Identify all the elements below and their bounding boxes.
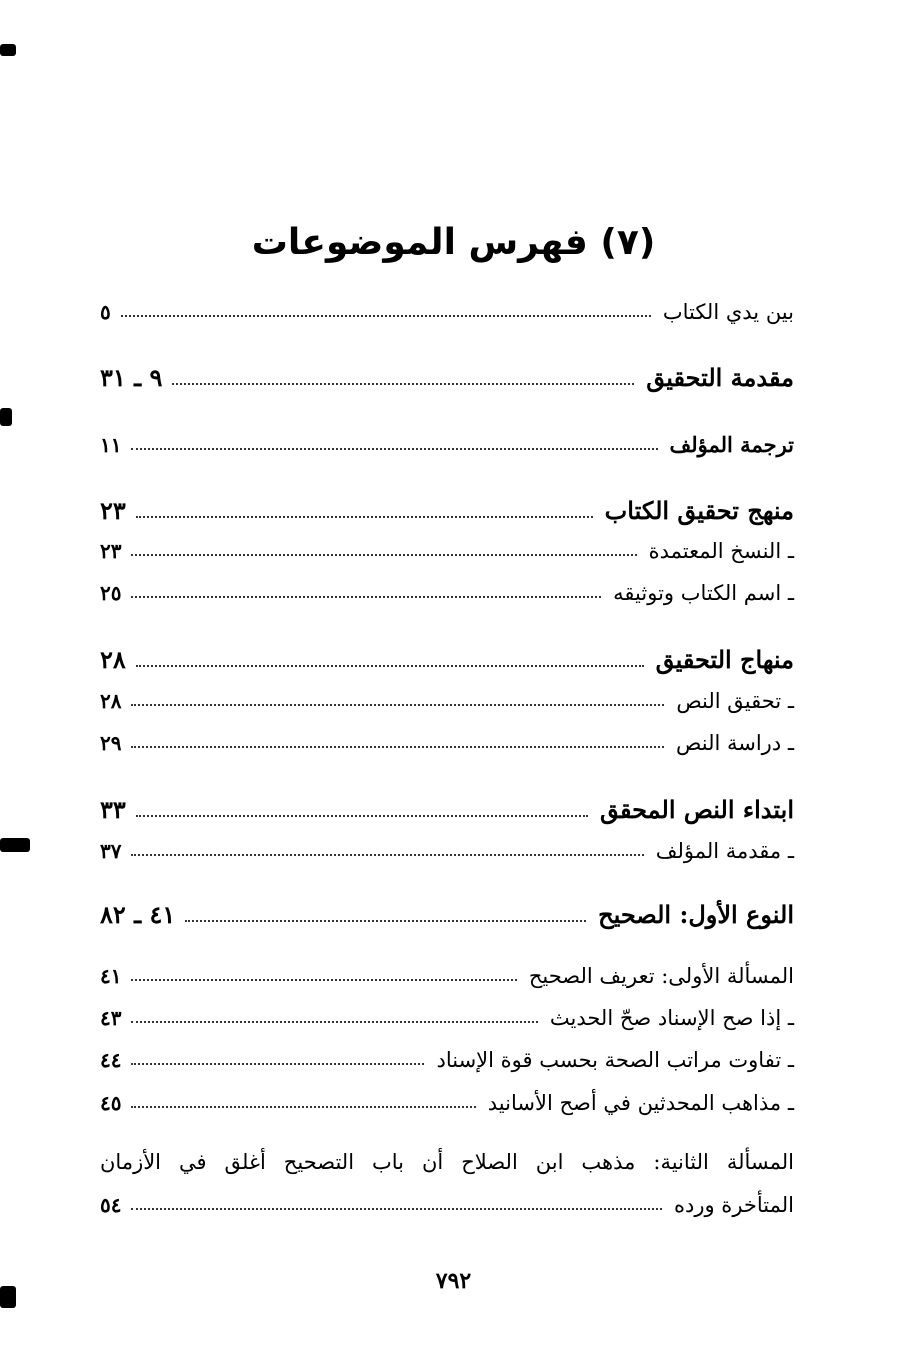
leader-dots: [136, 664, 644, 667]
scan-mark-middle-upper: [0, 408, 12, 426]
leader-dots: [131, 745, 664, 748]
toc-entry: [100, 1193, 794, 1217]
page-title: (٧) فهرس الموضوعات: [251, 222, 656, 263]
toc-entry-page: ٤٣: [100, 1006, 122, 1030]
toc-heading: [100, 900, 794, 929]
toc-entry-label: ـ مقدمة المؤلف: [655, 839, 794, 863]
toc-entry: [100, 1048, 794, 1072]
leader-dots: [131, 1020, 537, 1023]
leader-dots: [131, 447, 657, 450]
toc-heading: [100, 363, 794, 392]
toc-entry: [100, 300, 794, 324]
toc-entry-label: بين يدي الكتاب: [662, 300, 794, 324]
toc-entry: [100, 1091, 794, 1115]
toc-entry: [100, 539, 794, 563]
toc-entry-label: المتأخرة ورده: [674, 1193, 794, 1217]
toc-entry-label: ـ مذاهب المحدثين في أصح الأسانيد: [487, 1091, 794, 1115]
leader-dots: [131, 1105, 475, 1108]
toc-entry-label: منهج تحقيق الكتاب: [604, 496, 794, 525]
toc-heading: [100, 645, 794, 674]
leader-dots: [131, 1062, 424, 1065]
scan-mark-top: [0, 44, 16, 56]
toc-entry-label: منهاج التحقيق: [655, 645, 794, 674]
toc-entry: [100, 1006, 794, 1030]
toc-entry-page: ٢٨: [100, 645, 126, 674]
toc-heading: [100, 795, 794, 824]
toc-entry-page: ٢٨: [100, 689, 122, 713]
toc-entry-label: ـ تحقيق النص: [676, 689, 794, 713]
toc-entry-label: ـ دراسة النص: [676, 731, 794, 755]
toc-heading: [100, 496, 794, 525]
page-number: ٧٩٢: [435, 1268, 472, 1294]
toc-entry-page: ٥٤: [100, 1193, 122, 1217]
toc-entry-page: ٤٥: [100, 1091, 122, 1115]
toc-entry-page: ٢٣: [100, 539, 122, 563]
toc-entry-page: ٢٩: [100, 731, 122, 755]
toc-entry-page: ٢٣: [100, 496, 126, 525]
toc-entry-page: ٤١ ـ ٨٢: [100, 900, 176, 929]
toc-entry: [100, 689, 794, 713]
leader-dots: [131, 1207, 662, 1210]
leader-dots: [172, 382, 634, 385]
toc-entry-label: ـ تفاوت مراتب الصحة بحسب قوة الإسناد: [436, 1048, 794, 1072]
scan-mark-middle: [0, 838, 30, 852]
leader-dots: [136, 814, 588, 817]
leader-dots: [131, 553, 636, 556]
toc-entry: [100, 581, 794, 605]
toc-entry-label: ـ النسخ المعتمدة: [648, 539, 794, 563]
toc-entry-label: المسألة الأولى: تعريف الصحيح: [528, 964, 794, 988]
leader-dots: [131, 703, 664, 706]
toc-entry: [100, 432, 794, 457]
toc-entry-label: النوع الأول: الصحيح: [598, 900, 794, 929]
toc-entry-page: ٤١: [100, 964, 122, 988]
toc-entry-page: ١١: [100, 433, 122, 457]
leader-dots: [131, 978, 516, 981]
toc-entry-long-line1: المسألة الثانية: مذهب ابن الصلاح أن باب التصحيح أغلق في الأزمان: [100, 1150, 794, 1174]
toc-entry: [100, 731, 794, 755]
leader-dots: [131, 853, 643, 856]
leader-dots: [131, 595, 601, 598]
toc-entry-page: ٤٤: [100, 1048, 122, 1072]
toc-entry-label: مقدمة التحقيق: [646, 363, 794, 392]
toc-entry-page: ٢٥: [100, 581, 122, 605]
leader-dots: [185, 919, 586, 922]
leader-dots: [121, 314, 651, 317]
toc-entry-page: ٩ ـ ٣١: [100, 363, 163, 392]
toc-entry-page: ٣٧: [100, 839, 122, 863]
toc-entry-page: ٥: [100, 300, 111, 324]
toc-entry: [100, 964, 794, 988]
toc-entry-label: ابتداء النص المحقق: [600, 795, 794, 824]
toc-entry-label: ترجمة المؤلف: [669, 432, 794, 457]
toc-entry: [100, 839, 794, 863]
toc-entry-page: ٣٣: [100, 795, 126, 824]
toc-entry-label: ـ إذا صح الإسناد صحّ الحديث: [549, 1006, 794, 1030]
toc-entry-label: ـ اسم الكتاب وتوثيقه: [613, 581, 794, 605]
leader-dots: [136, 515, 593, 518]
